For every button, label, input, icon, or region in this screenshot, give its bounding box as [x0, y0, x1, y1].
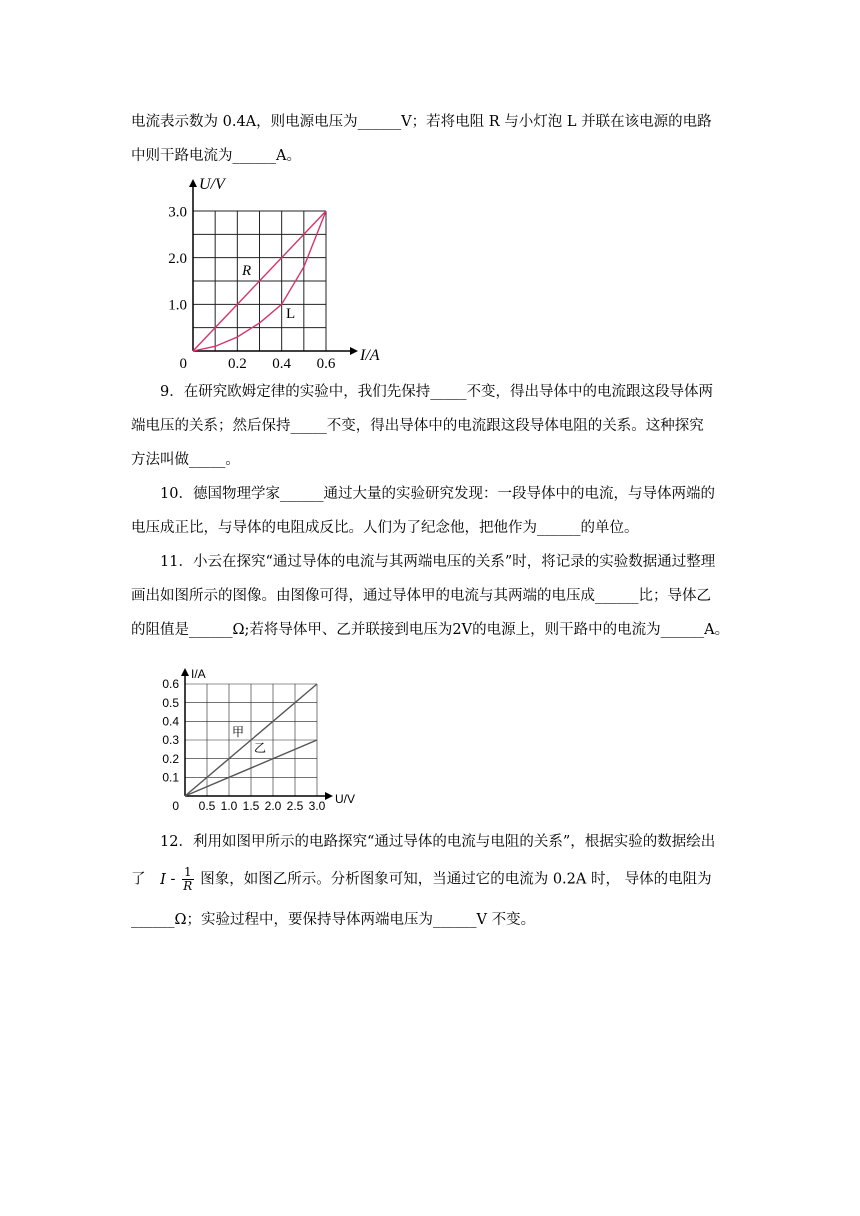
q12-line-1: 12．利用如图甲所示的电路探究“通过导体的电流与电阻的关系”，根据实验的数据绘出	[160, 834, 716, 850]
q8-line-1: 电流表示数为 0.4A，则电源电压为______V；若将电阻 R 与小灯泡 L 并联在该电源的电路	[131, 114, 712, 130]
x-tick-label: 0.6	[316, 356, 336, 372]
series-label: 乙	[254, 741, 267, 755]
q12-dash: -	[170, 871, 176, 888]
origin-label: 0	[179, 356, 187, 372]
y-tick-label: 1.0	[168, 297, 187, 314]
ui-graph-r-l	[160, 170, 390, 380]
x-tick-label: 2.0	[264, 799, 282, 813]
q12-fraction	[182, 866, 194, 893]
y-tick-label: 3.0	[168, 204, 187, 221]
q8-line-2: 中则干路电流为______A。	[131, 148, 301, 164]
series-label: 甲	[232, 725, 245, 739]
x-axis-arrow	[350, 347, 358, 355]
x-tick-label: 0.2	[227, 356, 247, 372]
q11-line-3: 的阻值是______Ω;若将导体甲、乙并联接到电压为2V的电源上，则干路中的电流为______A。	[131, 622, 730, 638]
y-tick-label: 0.3	[162, 733, 179, 748]
y-axis-label: I/A	[191, 667, 206, 681]
x-tick-label: 1.5	[242, 799, 260, 813]
q12-frac-den: R	[183, 879, 193, 893]
y-tick-label: 2.0	[168, 250, 187, 267]
series-label: L	[286, 306, 296, 322]
y-tick-label: 0.4	[162, 714, 179, 729]
x-tick-label: 2.5	[286, 799, 304, 813]
x-tick-label: 3.0	[308, 799, 326, 813]
q12-line-3: ______Ω；实验过程中，要保持导体两端电压为______V 不变。	[131, 912, 536, 928]
q12-var-i: I	[160, 871, 166, 888]
q11-line-1: 11．小云在探究“通过导体的电流与其两端电压的关系”时，将记录的实验数据通过整理	[160, 554, 716, 570]
x-axis-arrow	[325, 792, 333, 800]
chart1-labels	[168, 176, 380, 372]
x-axis-label: I/A	[360, 347, 380, 364]
x-tick-label: 1.0	[220, 799, 238, 813]
q9-line-3: 方法叫做_____。	[131, 452, 240, 468]
y-tick-label: 0.1	[162, 770, 179, 785]
y-axis-arrow	[181, 668, 189, 676]
q9-line-1: 9．在研究欧姆定律的实验中，我们先保持_____不变，得出导体中的电流跟这段导体两	[160, 384, 713, 400]
x-tick-label: 0.5	[198, 799, 216, 813]
q11-line-2: 画出如图所示的图像。由图像可得，通过导体甲的电流与其两端的电压成______比；导体乙	[131, 588, 711, 604]
q10-line-1: 10．德国物理学家______通过大量的实验研究发现：一段导体中的电流，与导体两端的	[160, 486, 715, 502]
y-axis-label: U/V	[199, 176, 225, 193]
series-label: R	[242, 263, 252, 279]
x-axis-label: U/V	[335, 792, 356, 807]
y-tick-label: 0.6	[162, 677, 179, 692]
origin-label: 0	[172, 799, 179, 813]
y-tick-label: 0.5	[162, 695, 179, 710]
q12-line-2	[131, 866, 712, 893]
y-tick-label: 0.2	[162, 751, 179, 766]
q9-line-2: 端电压的关系；然后保持_____不变，得出导体中的电流跟这段导体电阻的关系。这种探究	[131, 418, 704, 434]
iu-graph-jia-yi	[155, 652, 375, 820]
q12-line2-pre: 了	[131, 871, 146, 888]
q12-line2-post: 图象，如图乙所示。分析图象可知，当通过它的电流为 0.2A 时， 导体的电阻为	[200, 871, 712, 888]
x-tick-label: 0.4	[272, 356, 292, 372]
y-axis-arrow	[189, 179, 197, 187]
q12-frac-num: 1	[183, 865, 192, 879]
q10-line-2: 电压成正比，与导体的电阻成反比。人们为了纪念他，把他作为______的单位。	[131, 520, 639, 536]
